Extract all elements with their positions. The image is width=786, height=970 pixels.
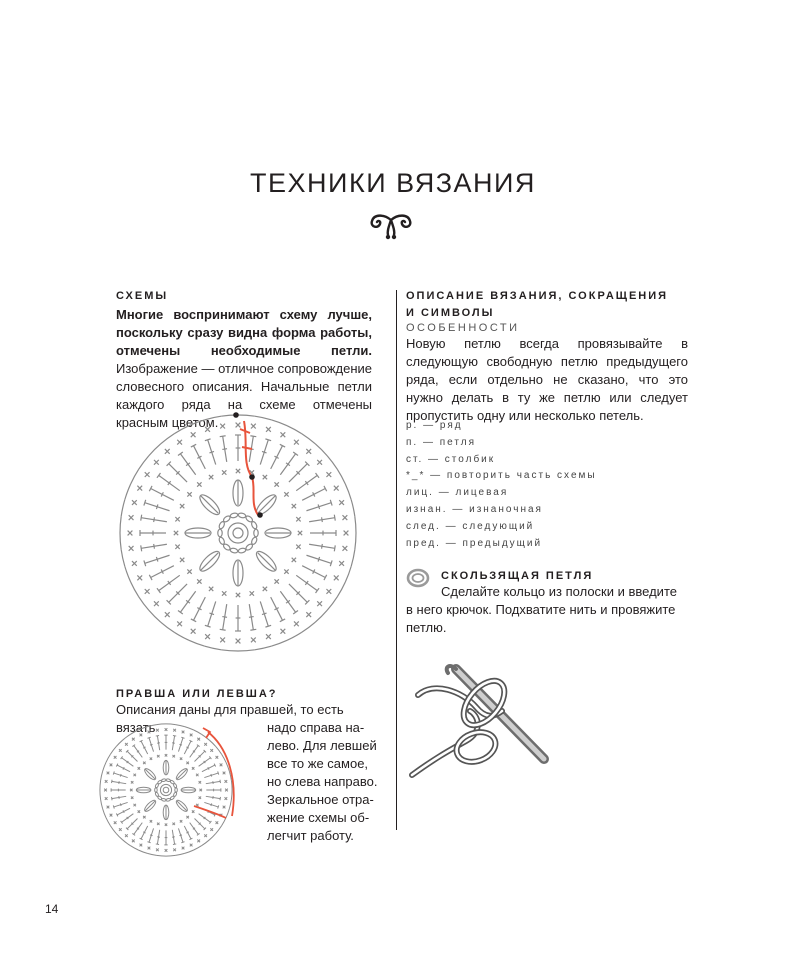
handedness-line6: Зеркальное отра- bbox=[267, 792, 374, 807]
abbreviation-item: р. — ряд bbox=[406, 420, 463, 431]
abbreviation-item: ст. — столбик bbox=[406, 453, 496, 465]
slip-knot-line1: Сделайте кольцо из полоски и введите bbox=[441, 584, 677, 599]
crochet-hook-illustration bbox=[404, 655, 560, 780]
features-body: Новую петлю всегда провязывайте в следующую свободную петлю предыдущего ряда, если отдельно не сказано, что это нужно делать в ту же петлю или следует пропустить одну или несколько петель. bbox=[406, 336, 688, 423]
handedness-line4: все то же самое, bbox=[267, 756, 369, 771]
abbreviation-item: п. — петля bbox=[406, 436, 477, 448]
handedness-line7: жение схемы об- bbox=[267, 810, 370, 825]
handedness-wrap bbox=[267, 719, 387, 845]
flourish-ornament-icon bbox=[366, 212, 416, 242]
abbreviation-item: лиц. — лицевая bbox=[406, 487, 509, 499]
abbreviation-item: *_* — повторить часть схемы bbox=[406, 470, 597, 482]
abbreviation-item: пред. — предыдущий bbox=[406, 537, 543, 549]
crochet-chart-small bbox=[96, 718, 246, 868]
handedness-line8: легчит работу. bbox=[267, 828, 354, 843]
handedness-line5: но слева направо. bbox=[267, 774, 378, 789]
schemes-body: Изображение — отличное сопровождение словесного описания. Начальные петли каждого ряда на схеме отмечены красным цветом. bbox=[116, 361, 373, 430]
page-title: ТЕХНИКИ ВЯЗАНИЯ bbox=[250, 168, 536, 198]
column-divider bbox=[396, 290, 397, 830]
crochet-chart-large bbox=[110, 405, 366, 661]
description-heading bbox=[406, 288, 668, 322]
handedness-line2: надо справа на- bbox=[267, 720, 365, 735]
schemes-heading: СХЕМЫ bbox=[116, 290, 169, 302]
abbreviation-list bbox=[406, 418, 597, 552]
handedness-heading: ПРАВША ИЛИ ЛЕВША? bbox=[116, 688, 278, 700]
handedness-line1: Описания даны для правшей, то есть вязать bbox=[116, 702, 344, 735]
abbreviation-item: след. — следующий bbox=[406, 520, 535, 532]
schemes-intro-bold: Многие воспринимают схему лучше, поскольку сразу видна форма работы, отмечены необходимые петли. bbox=[116, 307, 372, 358]
slip-loop-icon bbox=[405, 567, 431, 589]
description-heading-line1: ОПИСАНИЕ ВЯЗАНИЯ, СОКРАЩЕНИЯ bbox=[406, 290, 669, 302]
page-number: 14 bbox=[45, 902, 59, 916]
abbreviation-item: изнан. — изнаночная bbox=[406, 503, 543, 515]
description-heading-line2: И СИМВОЛЫ bbox=[406, 307, 495, 319]
features-subheading: ОСОБЕННОСТИ bbox=[406, 322, 520, 334]
handedness-line3: лево. Для левшей bbox=[267, 738, 377, 753]
slip-knot-body: в него крючок. Подхватите нить и провяжите петлю. bbox=[406, 602, 676, 635]
slip-knot-heading: СКОЛЬЗЯЩАЯ ПЕТЛЯ bbox=[441, 570, 594, 582]
